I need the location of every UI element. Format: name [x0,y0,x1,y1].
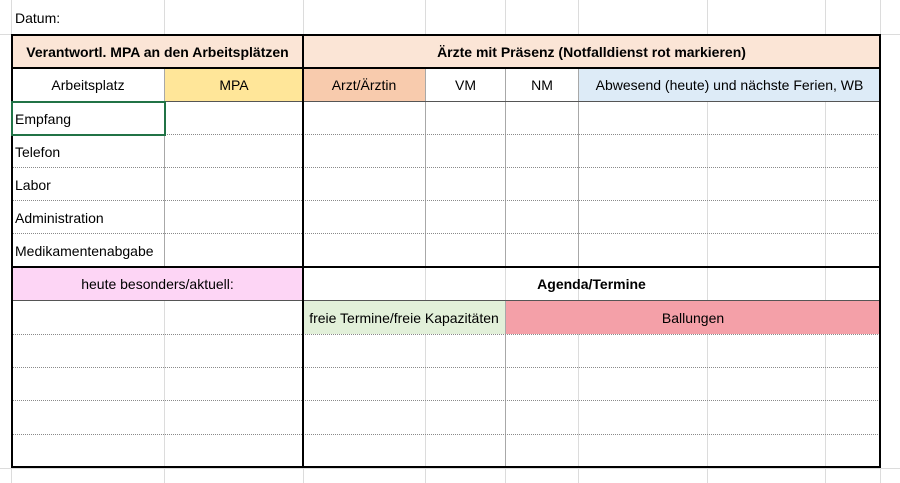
agenda-termine-header[interactable]: Agenda/Termine [537,276,646,292]
row-label-administration[interactable]: Administration [15,209,104,226]
col-header-vm[interactable]: VM [455,77,476,93]
heute-besonders-header[interactable]: heute besonders/aktuell: [12,268,303,300]
col-header-arbeitsplatz[interactable]: Arbeitsplatz [51,77,125,93]
freie-termine-header[interactable]: freie Termine/freie Kapazitäten [303,301,505,334]
row-label-medikamentenabgabe[interactable]: Medikamentenabgabe [15,242,154,259]
header-doctors-present[interactable]: Ärzte mit Präsenz (Notfalldienst rot markieren) [303,35,880,68]
col-header-arzt[interactable]: Arzt/Ärztin [303,69,425,101]
row-label-telefon[interactable]: Telefon [15,143,61,160]
header-mpa-responsible[interactable]: Verantwortl. MPA an den Arbeitsplätzen [12,35,303,68]
col-header-abwesend[interactable]: Abwesend (heute) und nächste Ferien, WB [579,69,880,101]
row-label-labor[interactable]: Labor [15,176,51,193]
date-label[interactable]: Datum: [15,10,61,26]
active-cell-selection[interactable] [11,101,166,136]
col-header-nm[interactable]: NM [531,77,553,93]
col-header-mpa[interactable]: MPA [165,69,303,101]
row-label-empfang[interactable]: Empfang [15,110,72,127]
ballungen-header[interactable]: Ballungen [506,301,880,334]
